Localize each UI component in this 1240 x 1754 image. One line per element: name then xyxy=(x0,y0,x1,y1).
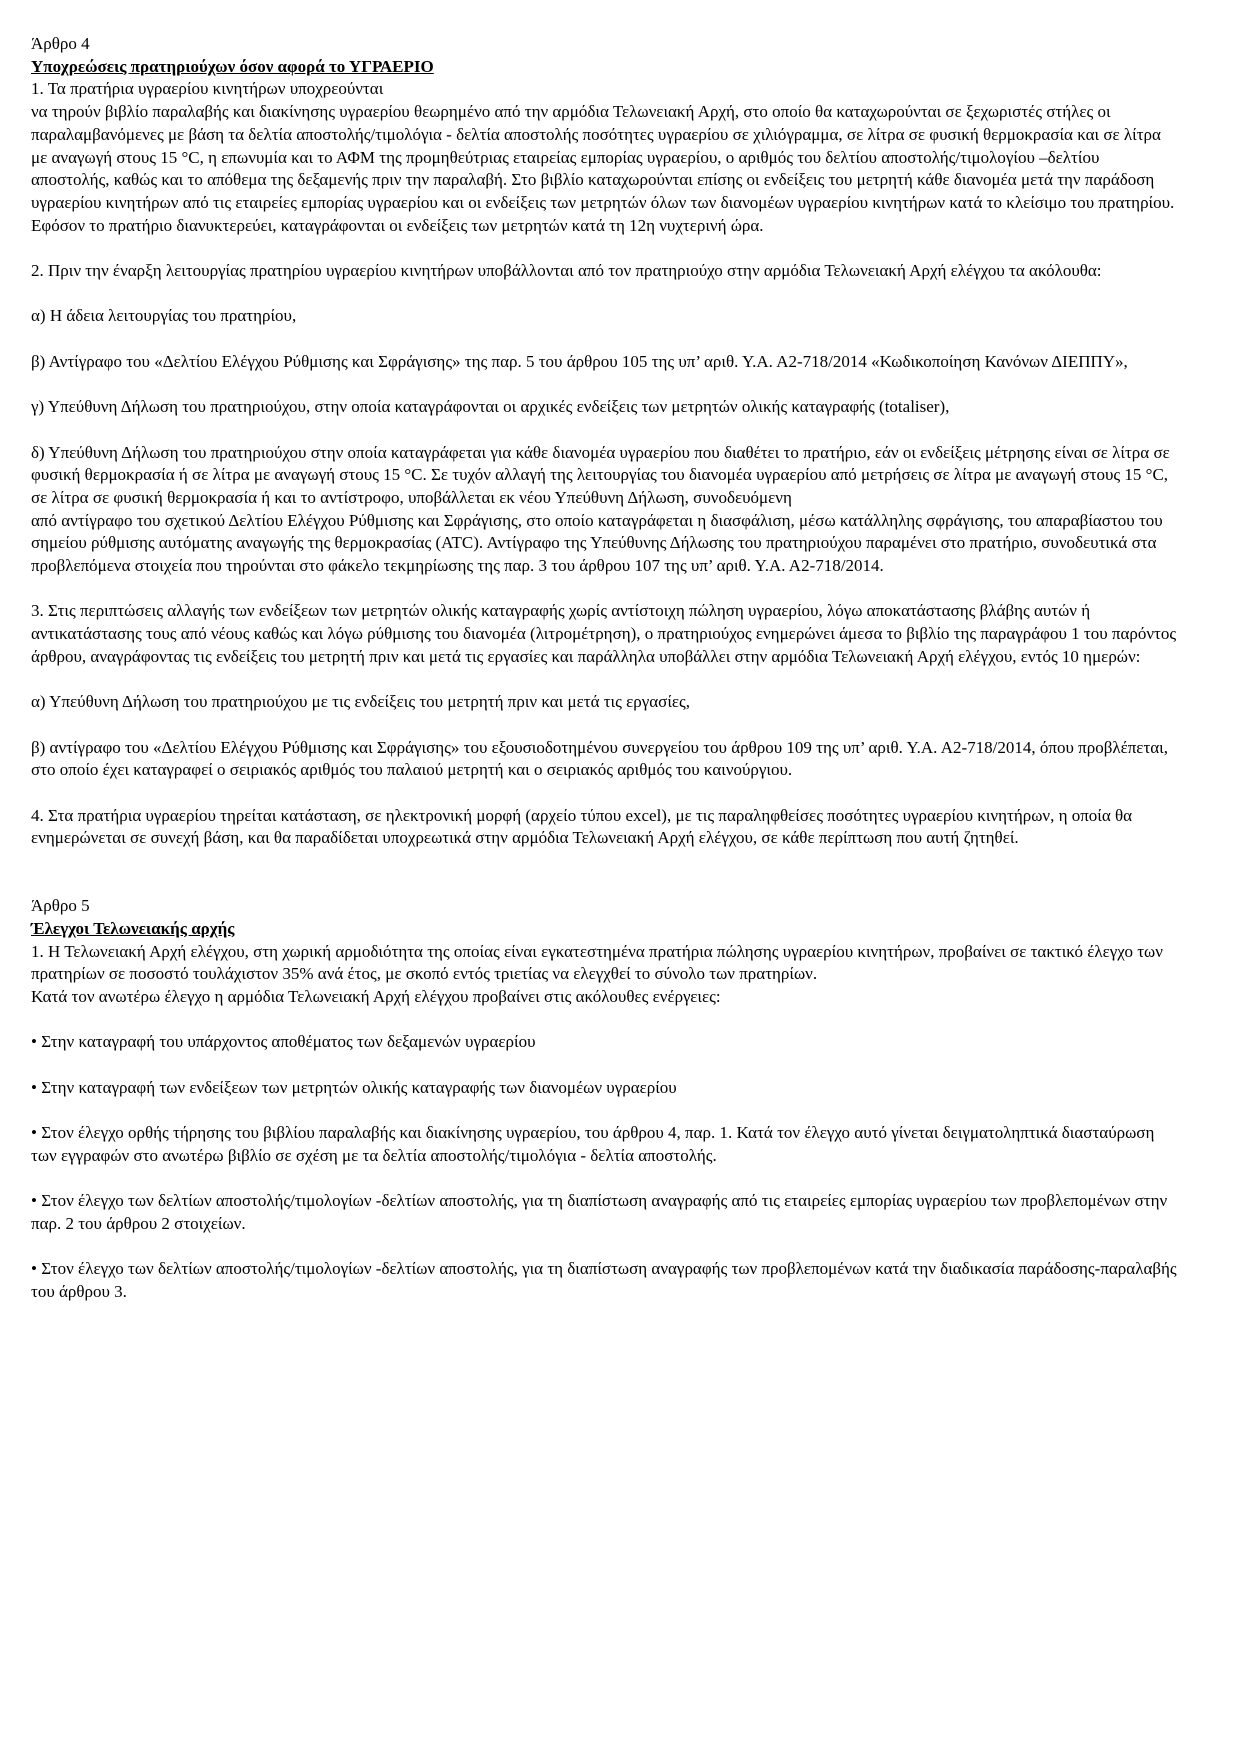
article-4-p2-item-d-part2: από αντίγραφο του σχετικού Δελτίου Ελέγχου Ρύθμισης και Σφράγισης, στο οποίο καταγράφεται η διασφάλιση, μέσω κατάλληλης σφράγισης, του απαραβίαστου του σημείου ρύθμισης αυτόματης αναγωγής της θερμοκρασίας (ATC). Αντίγραφο της Υπεύθυνης Δήλωσης του πρατηριούχου παραμένει στο πρατήριο, συνοδευτικά στα προβλεπόμενα στοιχεία που τηρούνται στο φάκελο τεκμηρίωσης της παρ. 3 του άρθρου 107 της υπ’ αριθ. Υ.Α. Α2-718/2014. xyxy=(31,510,1163,576)
article-5-bullet: • Στην καταγραφή του υπάρχοντος αποθέματος των δεξαμενών υγραερίου xyxy=(31,1032,536,1052)
article-4-p2-intro: 2. Πριν την έναρξη λειτουργίας πρατηρίου υγραερίου κινητήρων υποβάλλονται από τον πρατηριούχο στην αρμόδια Τελωνειακή Αρχή ελέγχου τα ακόλουθα: xyxy=(31,261,1102,281)
article-4-number: Άρθρο 4 xyxy=(31,34,90,53)
article-4-p1-line1: 1. Τα πρατήρια υγραερίου κινητήρων υποχρεούνται xyxy=(31,79,384,99)
article-4-p1-line3: παραλαμβανόμενες με βάση τα δελτία αποστολής/τιμολόγια - δελτία αποστολής ποσότητες υγραερίου σε χιλιόγραμμα, σε λίτρα σε φυσική θερμοκρασία και σε λίτρα με αναγωγή στους 15 °C, η επωνυμία και το ΑΦΜ της προμηθεύτριας εταιρείας εμπορίας υγραερίου, ο αριθμός του δελτίου αποστολής/τιμολογίου –δελτίου αποστολής, καθώς και το απόθεμα της δεξαμενής πριν την παραλαβή. Στο βιβλίο καταχωρούνται επίσης οι ενδείξεις του μετρητή κάθε διανομέα μετά την παράδοση υγραερίου κινητήρων από τις εταιρείες εμπορίας υγραερίου και οι ενδείξεις των μετρητών όλων των διανομέων υγραερίου κινητήρων κατά το κλείσιμο του πρατηρίου. Εφόσον το πρατήριο διανυκτερεύει, καταγράφονται οι ενδείξεις των μετρητών κατά τη 12η νυχτερινή ώρα. xyxy=(31,124,1175,235)
article-4-p3-item-b: β) αντίγραφο του «Δελτίου Ελέγχου Ρύθμισης και Σφράγισης» του εξουσιοδοτημένου συνεργείου του άρθρου 109 της υπ’ αριθ. Υ.Α. Α2-718/2014, όπου προβλέπεται, στο οποίο έχει καταγραφεί ο σειριακός αριθμός του παλαιού μετρητή και ο σειριακός αριθμός του καινούργιου. xyxy=(31,737,1169,780)
article-5-bullet: • Στον έλεγχο των δελτίων αποστολής/τιμολογίων -δελτίων αποστολής, για τη διαπίστωση αναγραφής των προβλεπομένων κατά την διαδικασία παράδοσης-παραλαβής του άρθρου 3. xyxy=(31,1259,1177,1302)
article-4-p2-item-d-part1: δ) Υπεύθυνη Δήλωση του πρατηριούχου στην οποία καταγράφεται για κάθε διανομέα υγραερίου που διαθέτει το πρατήριο, εάν οι ενδείξεις μέτρησης είναι σε λίτρα σε φυσική θερμοκρασία ή σε λίτρα με αναγωγή στους 15 °C. Σε τυχόν αλλαγή της λειτουργίας του διανομέα υγραερίου από μετρήσεις σε λίτρα με αναγωγή στους 15 °C, σε λίτρα σε φυσική θερμοκρασία ή και το αντίστροφο, υποβάλλεται εκ νέου Υπεύθυνη Δήλωση, συνοδευόμενη xyxy=(31,442,1170,507)
article-5-number: Άρθρο 5 xyxy=(31,896,90,916)
article-4-p4: 4. Στα πρατήρια υγραερίου τηρείται κατάσταση, σε ηλεκτρονική μορφή (αρχείο τύπου excel), με τις παραληφθείσες ποσότητες υγραερίου κινητήρων, η οποία θα ενημερώνεται σε συνεχή βάση, και θα παραδίδεται υποχρεωτικά στην αρμόδια Τελωνειακή Αρχή ελέγχου, σε κάθε περίπτωση που αυτή ζητηθεί. xyxy=(31,805,1133,848)
article-4-p2-item-c: γ) Υπεύθυνη Δήλωση του πρατηριούχου, στην οποία καταγράφονται οι αρχικές ενδείξεις των μετρητών ολικής καταγραφής (totaliser), xyxy=(31,397,950,417)
article-5-bullet: • Στην καταγραφή των ενδείξεων των μετρητών ολικής καταγραφής των διανομέων υγραερίου xyxy=(31,1077,677,1097)
article-5-p1: 1. Η Τελωνειακή Αρχή ελέγχου, στη χωρική αρμοδιότητα της οποίας είναι εγκατεστημένα πρατήρια πώλησης υγραερίου κινητήρων, προβαίνει σε τακτικό έλεγχο των πρατηρίων σε ποσοστό τουλάχιστον 35% ανά έτος, με σκοπό εντός τριετίας να ελεγχθεί το σύνολο των πρατηρίων. xyxy=(31,941,1163,984)
article-5-bullet: • Στον έλεγχο των δελτίων αποστολής/τιμολογίων -δελτίων αποστολής, για τη διαπίστωση αναγραφής από τις εταιρείες εμπορίας υγραερίου των προβλεπομένων στην παρ. 2 του άρθρου 2 στοιχείων. xyxy=(31,1191,1168,1233)
article-4-p3-intro: 3. Στις περιπτώσεις αλλαγής των ενδείξεων των μετρητών ολικής καταγραφής χωρίς αντίστοιχη πώληση υγραερίου, λόγω αποκατάστασης βλάβης αυτών ή αντικατάστασης τους από νέους καθώς και λόγω ρύθμισης του διανομέα (λιτρομέτρηση), ο πρατηριούχος ενημερώνει άμεσα το βιβλίο της παραγράφου 1 του παρόντος άρθρου, αναγράφοντας τις ενδείξεις του μετρητή πριν και μετά τις εργασίες και παράλληλα υποβάλλει στην αρμόδια Τελωνειακή Αρχή ελέγχου, εντός 10 ημερών: xyxy=(31,601,1177,666)
article-5-title: Έλεγχοι Τελωνειακής αρχής xyxy=(31,918,235,938)
article-4-title: Υποχρεώσεις πρατηριούχων όσον αφορά το ΥΓΡΑΕΡΙΟ xyxy=(31,56,434,76)
article-4-p2-item-b: β) Αντίγραφο του «Δελτίου Ελέγχου Ρύθμισης και Σφράγισης» της παρ. 5 του άρθρου 105 της υπ’ αριθ. Υ.Α. Α2-718/2014 «Κωδικοποίηση Κανόνων ΔΙΕΠΠΥ», xyxy=(31,351,1128,371)
article-4-p2-item-a: α) Η άδεια λειτουργίας του πρατηρίου, xyxy=(31,306,297,326)
article-5-bullet: • Στον έλεγχο ορθής τήρησης του βιβλίου παραλαβής και διακίνησης υγραερίου, του άρθρου 4, παρ. 1. Κατά τον έλεγχο αυτό γίνεται δειγματοληπτικά διασταύρωση των εγγραφών στο ανωτέρω βιβλίο σε σχέση με τα δελτία αποστολής/τιμολόγια - δελτία αποστολής. xyxy=(31,1123,1155,1165)
article-5-p1-followup: Κατά τον ανωτέρω έλεγχο η αρμόδια Τελωνειακή Αρχή ελέγχου προβαίνει στις ακόλουθες ενέργειες: xyxy=(31,986,721,1006)
article-4-p1-line2: να τηρούν βιβλίο παραλαβής και διακίνησης υγραερίου θεωρημένο από την αρμόδια Τελωνειακή Αρχή, στο οποίο θα καταχωρούνται σε ξεχωριστές στήλες οι xyxy=(31,102,1111,122)
article-4-p3-item-a: α) Υπεύθυνη Δήλωση του πρατηριούχου με τις ενδείξεις του μετρητή πριν και μετά τις εργασίες, xyxy=(31,692,691,712)
